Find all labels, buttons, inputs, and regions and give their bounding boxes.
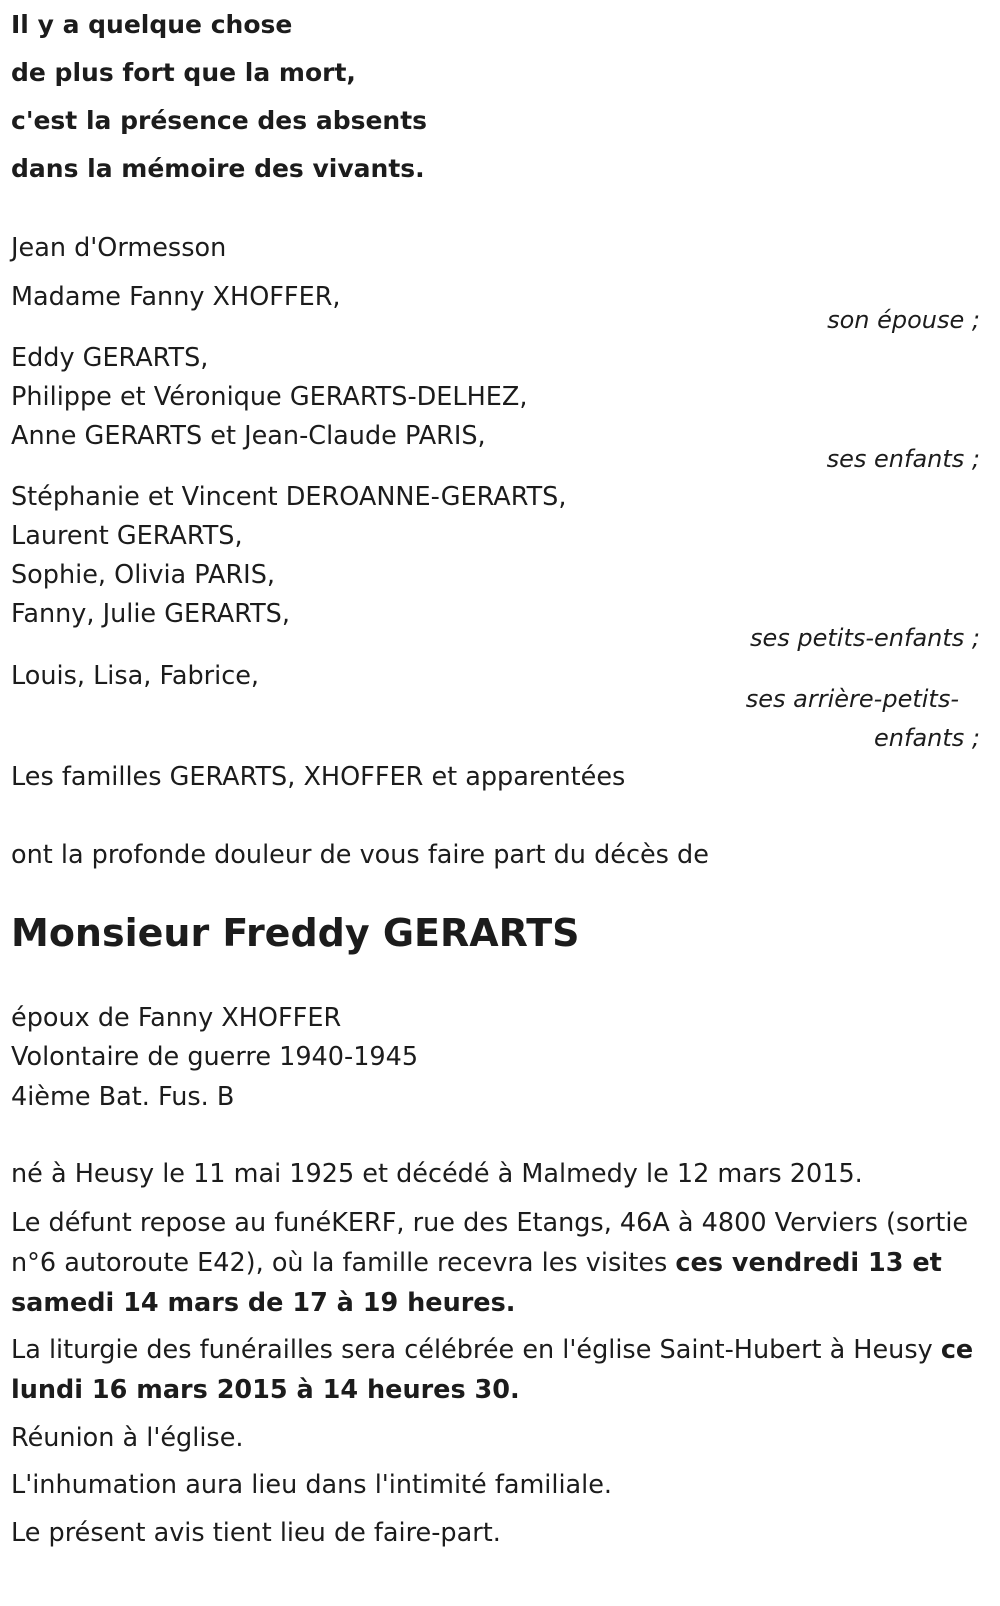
quote-line-3: c'est la présence des absents xyxy=(11,106,428,135)
burial-line: L'inhumation aura lieu dans l'intimité familiale. xyxy=(11,1470,613,1500)
quote-line-4: dans la mémoire des vivants. xyxy=(11,154,425,183)
liturgy-text: La liturgie des funérailles sera célébrée en l'église Saint-Hubert à Heusy xyxy=(11,1335,941,1365)
great-grandchildren-role-line-2: enfants ; xyxy=(874,724,980,752)
obituary-notice xyxy=(11,0,991,1606)
deceased-name: Monsieur Freddy GERARTS xyxy=(11,911,580,955)
visit-times: ces vendredi 13 et samedi 14 mars de 17 à 19 heures. xyxy=(11,1248,942,1318)
grandchild-name-2: Laurent GERARTS, xyxy=(11,521,243,551)
child-name-1: Eddy GERARTS, xyxy=(11,343,209,373)
great-grandchildren-role-line-1: ses arrière-petits- xyxy=(745,685,959,713)
birth-death-line: né à Heusy le 11 mai 1925 et décédé à Malmedy le 12 mars 2015. xyxy=(11,1159,863,1189)
liturgy-time: ce lundi 16 mars 2015 à 14 heures 30. xyxy=(11,1335,974,1405)
quote-line-1: Il y a quelque chose xyxy=(11,10,293,39)
meeting-line: Réunion à l'église. xyxy=(11,1423,244,1453)
deceased-detail-spouse: époux de Fanny XHOFFER xyxy=(11,1003,342,1033)
quote-author: Jean d'Ormesson xyxy=(11,233,227,263)
announcement-line: ont la profonde douleur de vous faire part du décès de xyxy=(11,840,709,870)
children-role: ses enfants ; xyxy=(826,445,980,473)
visit-text: Le défunt repose au funéKERF, rue des Etangs, 46A à 4800 Verviers (sortie n°6 autoroute E42), où la famille recevra les visites xyxy=(11,1208,969,1278)
child-name-3: Anne GERARTS et Jean-Claude PARIS, xyxy=(11,421,486,451)
grandchild-name-3: Sophie, Olivia PARIS, xyxy=(11,560,275,590)
notice-line: Le présent avis tient lieu de faire-part. xyxy=(11,1518,501,1548)
grandchild-name-4: Fanny, Julie GERARTS, xyxy=(11,599,290,629)
deceased-detail-volunteer: Volontaire de guerre 1940-1945 xyxy=(11,1042,419,1072)
spouse-role: son épouse ; xyxy=(827,306,980,334)
spouse-name: Madame Fanny XHOFFER, xyxy=(11,282,341,312)
deceased-detail-battalion: 4ième Bat. Fus. B xyxy=(11,1082,235,1112)
child-name-2: Philippe et Véronique GERARTS-DELHEZ, xyxy=(11,382,528,412)
families-line: Les familles GERARTS, XHOFFER et apparentées xyxy=(11,762,626,792)
grandchild-name-1: Stéphanie et Vincent DEROANNE-GERARTS, xyxy=(11,482,567,512)
quote-line-2: de plus fort que la mort, xyxy=(11,58,356,87)
grandchildren-role: ses petits-enfants ; xyxy=(749,624,980,652)
great-grandchild-names: Louis, Lisa, Fabrice, xyxy=(11,661,260,691)
visit-paragraph xyxy=(11,1203,986,1323)
liturgy-paragraph xyxy=(11,1330,986,1410)
